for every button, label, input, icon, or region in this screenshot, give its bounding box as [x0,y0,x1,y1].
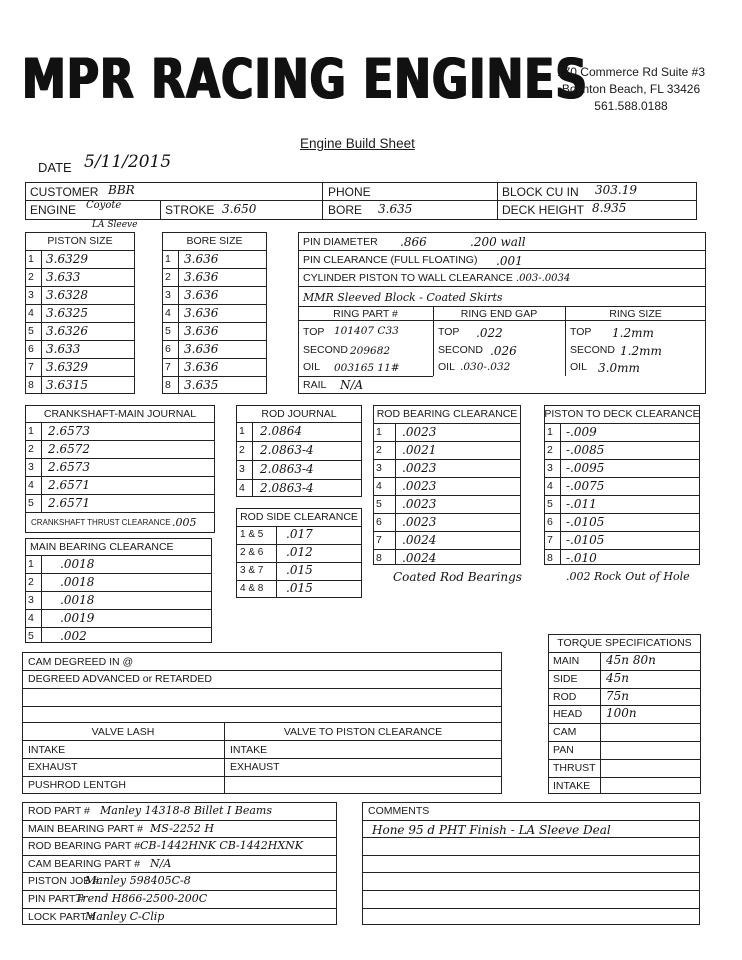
valve-lash-title: VALVE LASH [91,726,155,738]
ring-gap-oil[interactable]: .030-.032 [460,361,511,373]
piston-size-row-number: 1 [28,253,34,265]
ring-gap-top[interactable]: .022 [476,326,503,340]
piston-deck-row-number: 7 [547,534,553,546]
bore-size-row-number: 5 [165,325,171,337]
piston-size-row-number: 7 [28,361,34,373]
rod-journal-row-value[interactable]: 2.0864 [260,424,302,438]
bore-size-row-value[interactable]: 3.636 [184,270,219,284]
ring-rail-label: RAIL [303,379,327,391]
rod-journal-row-value[interactable]: 2.0863-4 [260,443,314,457]
piston-deck-row-number: 8 [547,552,553,564]
piston-size-row-number: 4 [28,307,34,319]
block-note: MMR Sleeved Block - Coated Skirts [303,291,503,304]
rod-bearing-row-number: 2 [376,444,382,456]
rod-bearing-row-value[interactable]: .0024 [402,533,437,547]
thrust-value[interactable]: .005 [172,516,197,529]
gap-oil-label: OIL [438,361,455,373]
gap-second-label: SECOND [438,344,483,356]
pin-diameter-value[interactable]: .866 [400,235,427,249]
torque-title: TORQUE SPECIFICATIONS [557,637,692,649]
main-bearing-row-number: 5 [28,630,34,642]
ring-size-oil[interactable]: 3.0mm [598,361,640,375]
piston-deck-row-value[interactable]: -.010 [566,551,597,565]
piston-size-row-number: 6 [28,343,34,355]
comments-text[interactable]: Hone 95 d PHT Finish - LA Sleeve Deal [372,823,611,837]
deck-height-label: DECK HEIGHT [502,203,585,217]
piston-deck-row-number: 2 [547,444,553,456]
ring-part-top[interactable]: 101407 C33 [334,325,399,337]
main-bearing-title: MAIN BEARING CLEARANCE [30,541,174,553]
rod-side-row-value[interactable]: .015 [286,563,313,577]
pin-clearance-value[interactable]: .001 [496,254,523,268]
torque-row-value[interactable]: 45n [606,670,629,685]
pin-diameter-note: .200 wall [470,235,526,249]
bore-size-row-number: 2 [165,271,171,283]
piston-size-row-number: 3 [28,289,34,301]
bore-size-row-number: 3 [165,289,171,301]
customer-label: CUSTOMER [30,185,99,199]
torque-row-value[interactable]: 45n 80n [606,653,656,667]
crank-main-row-value[interactable]: 2.6573 [48,460,90,474]
ring-size-top[interactable]: 1.2mm [612,326,654,340]
piston-size-row-value[interactable]: 3.6329 [46,252,88,266]
rod-bearing-row-number: 6 [376,516,382,528]
engine-note: LA Sleeve [92,220,138,230]
rod-bearing-row-number: 4 [376,480,382,492]
rod-side-row-pair: 2 & 6 [240,547,264,558]
pushrod-label: PUSHROD LENTGH [28,779,127,791]
part-row-label: CAM BEARING PART # [28,857,141,870]
piston-size-row-number: 2 [28,271,34,283]
piston-size-row-value[interactable]: 3.6315 [46,378,88,392]
rod-bearing-row-value[interactable]: .0024 [402,551,437,565]
piston-deck-row-number: 6 [547,516,553,528]
rod-bearing-title: ROD BEARING CLEARANCE [376,408,518,420]
sheet-title: Engine Build Sheet [300,136,415,151]
main-bearing-row-value[interactable]: .0018 [60,575,95,589]
rod-bearing-row-value[interactable]: .0023 [402,515,437,529]
crank-main-row-number: 2 [28,443,34,455]
crank-main-row-number: 4 [28,479,34,491]
cylinder-wall-clearance-value[interactable]: .003-.0034 [516,273,571,284]
rod-side-row-pair: 3 & 7 [240,565,264,576]
bore-label: BORE [328,203,363,217]
rod-side-row-pair: 4 & 8 [240,583,264,594]
rod-journal-row-number: 2 [239,444,245,456]
ring-part-title: RING PART # [333,308,398,320]
stroke-value[interactable]: 3.650 [222,202,257,216]
torque-row-label: INTAKE [553,779,591,792]
rod-journal-row-number: 3 [239,463,245,475]
v2p-intake-label: INTAKE [230,744,268,756]
part-row-label: PIN PART # [28,893,85,905]
rod-journal-row-number: 1 [239,425,245,437]
part-row-value[interactable]: N/A [150,856,172,870]
bore-size-row-number: 8 [165,379,171,391]
main-bearing-row-value[interactable]: .0018 [60,593,95,607]
size-second-label: SECOND [570,344,615,356]
rod-bearing-row-value[interactable]: .0023 [402,461,437,475]
bore-size-row-value[interactable]: 3.636 [184,252,219,266]
phone-label: PHONE [328,185,371,199]
bore-size-row-value[interactable]: 3.636 [184,306,219,320]
piston-deck-title: PISTON TO DECK CLEARANCE [544,408,700,420]
company-phone: 561.588.0188 [594,99,668,113]
part-row-value[interactable]: Trend H866-2500-200C [75,892,208,905]
piston-deck-row-number: 4 [547,480,553,492]
part-row-label: MAIN BEARING PART # [28,822,143,835]
ring-size-title: RING SIZE [609,308,662,320]
part-row-value[interactable]: Manley C-Clip [85,909,165,923]
main-bearing-row-value[interactable]: .0019 [60,611,95,625]
rod-journal-row-value[interactable]: 2.0863-4 [260,481,314,495]
ring-gap-title: RING END GAP [460,308,538,320]
crank-main-row-value[interactable]: 2.6573 [48,424,90,438]
piston-deck-row-number: 1 [547,426,553,438]
bore-size-row-number: 4 [165,307,171,319]
main-bearing-row-value[interactable]: .0018 [60,557,95,571]
thrust-label: CRANKSHAFT THRUST CLEARANCE [31,518,171,527]
cylinder-wall-clearance-label: CYLINDER PISTON TO WALL CLEARANCE [303,272,513,284]
v2p-exhaust-label: EXHAUST [230,761,280,773]
piston-size-title: PISTON SIZE [47,235,113,247]
torque-row-label: CAM [553,726,577,739]
piston-size-row-number: 5 [28,325,34,337]
piston-deck-row-value[interactable]: -.0105 [566,515,605,529]
part-row-label: ROD PART # [28,805,90,817]
date-value: 5/11/2015 [84,152,172,172]
rod-bearing-row-number: 1 [376,426,382,438]
piston-deck-row-value[interactable]: -.0095 [566,461,605,475]
ring-gap-second[interactable]: .026 [490,344,517,358]
ring-part-oil[interactable]: 003165 11# [334,362,400,374]
main-bearing-row-number: 2 [28,576,34,588]
rod-journal-row-number: 4 [239,482,245,494]
address-block [536,64,726,115]
block-cu-value[interactable]: 303.19 [595,183,637,197]
valve-piston-title: VALVE TO PISTON CLEARANCE [283,726,443,738]
ring-second-label: SECOND [303,344,348,356]
crank-main-row-value[interactable]: 2.6572 [48,442,90,456]
company-logo: MPR RACING ENGINES [22,48,589,112]
stroke-label: STROKE [165,203,215,217]
ring-part-second[interactable]: 209682 [350,345,391,357]
part-row-value[interactable]: Manley 598405C-8 [85,874,191,888]
bore-value[interactable]: 3.635 [378,202,413,216]
engine-label: ENGINE [30,203,77,217]
piston-size-row-value[interactable]: 3.6326 [46,324,88,338]
part-row-value[interactable]: CB-1442HNK CB-1442HXNK [140,839,304,853]
comments-title: COMMENTS [368,805,430,817]
lash-intake-label: INTAKE [28,744,66,756]
part-row-label: ROD BEARING PART # [28,840,141,853]
cam-degreed-label: CAM DEGREED IN @ [28,656,134,668]
main-bearing-row-number: 1 [28,558,34,570]
bore-size-row-value[interactable]: 3.636 [184,324,219,338]
rod-bearing-row-value[interactable]: .0023 [402,425,437,439]
ring-top-label: TOP [303,326,325,338]
rod-bearing-row-number: 3 [376,462,382,474]
bore-size-row-value[interactable]: 3.636 [184,360,219,374]
rod-journal-title: ROD JOURNAL [261,408,337,420]
engine-value[interactable]: Coyote [86,200,122,211]
piston-deck-row-number: 3 [547,462,553,474]
bore-size-row-number: 7 [165,361,171,373]
piston-deck-row-value[interactable]: -.009 [566,425,597,439]
cam-advanced-label: DEGREED ADVANCED or RETARDED [28,673,212,685]
crank-main-row-number: 1 [28,425,34,437]
torque-row-label: HEAD [553,708,583,721]
piston-size-row-value[interactable]: 3.633 [46,270,81,284]
bore-size-row-value[interactable]: 3.635 [184,378,219,392]
address-line1: 170 Commerce Rd Suite #3 [556,65,706,79]
customer-value[interactable]: BBR [108,183,135,197]
torque-row-label: PAN [553,744,574,756]
main-bearing-row-number: 3 [28,594,34,606]
crank-main-row-number: 3 [28,461,34,473]
torque-row-label: SIDE [553,672,578,685]
rod-bearing-row-number: 7 [376,534,382,546]
crank-main-row-value[interactable]: 2.6571 [48,478,90,492]
rod-side-title: ROD SIDE CLEARANCE [240,511,358,523]
date-label: DATE [38,160,72,175]
piston-deck-note: .002 Rock Out of Hole [566,570,690,583]
piston-size-row-value[interactable]: 3.6328 [46,288,88,302]
torque-row-label: MAIN [553,655,580,667]
bore-size-row-value[interactable]: 3.636 [184,288,219,302]
rod-bearing-row-value[interactable]: .0023 [402,497,437,511]
rod-side-row-pair: 1 & 5 [240,529,264,540]
piston-size-row-value[interactable]: 3.633 [46,342,81,356]
piston-deck-row-number: 5 [547,498,553,510]
piston-deck-row-value[interactable]: -.0085 [566,443,605,457]
crank-main-row-value[interactable]: 2.6571 [48,496,90,510]
bore-size-row-value[interactable]: 3.636 [184,342,219,356]
rod-bearing-row-value[interactable]: .0021 [402,443,437,457]
crank-main-title: CRANKSHAFT-MAIN JOURNAL [43,408,197,420]
pin-diameter-label: PIN DIAMETER [303,236,378,248]
rod-bearing-row-number: 5 [376,498,382,510]
part-row-value[interactable]: Manley 14318-8 Billet I Beams [100,804,272,817]
main-bearing-row-value[interactable]: .002 [60,629,87,643]
main-bearing-row-number: 4 [28,612,34,624]
ring-size-second[interactable]: 1.2mm [620,344,662,358]
piston-deck-row-value[interactable]: -.011 [566,497,597,511]
block-cu-label: BLOCK CU IN [502,185,579,199]
crank-main-row-number: 5 [28,497,34,509]
rod-bearing-row-number: 8 [376,552,382,564]
size-oil-label: OIL [570,361,587,373]
address-line2: Boynton Beach, FL 33426 [561,82,701,96]
size-top-label: TOP [570,326,592,338]
pin-clearance-label: PIN CLEARANCE (FULL FLOATING) [303,254,478,266]
gap-top-label: TOP [438,326,460,338]
bore-size-row-number: 6 [165,343,171,355]
rod-bearing-row-value[interactable]: .0023 [402,479,437,493]
bore-size-title: BORE SIZE [186,235,243,247]
rod-journal-row-value[interactable]: 2.0863-4 [260,462,314,476]
deck-height-value[interactable]: 8.935 [592,201,627,215]
piston-size-row-value[interactable]: 3.6329 [46,360,88,374]
torque-row-value[interactable]: 100n [606,706,637,721]
part-row-value[interactable]: MS-2252 H [150,821,215,835]
ring-oil-label: OIL [303,361,320,373]
torque-row-value[interactable]: 75n [606,688,629,703]
part-row-label: LOCK PART # [28,910,96,923]
piston-deck-row-value[interactable]: -.0075 [566,479,605,493]
piston-deck-row-value[interactable]: -.0105 [566,533,605,547]
piston-size-row-number: 8 [28,379,34,391]
piston-size-row-value[interactable]: 3.6325 [46,306,88,320]
rod-side-row-value[interactable]: .017 [286,527,313,541]
part-row-label: PISTON JOB # [28,875,99,888]
rod-bearing-note: Coated Rod Bearings [393,570,522,584]
torque-row-label: THRUST [553,761,596,774]
torque-row-label: ROD [553,690,577,703]
rod-side-row-value[interactable]: .012 [286,545,313,559]
lash-exhaust-label: EXHAUST [28,761,78,773]
ring-part-rail[interactable]: N/A [340,378,364,392]
rod-side-row-value[interactable]: .015 [286,581,313,595]
bore-size-row-number: 1 [165,253,171,265]
